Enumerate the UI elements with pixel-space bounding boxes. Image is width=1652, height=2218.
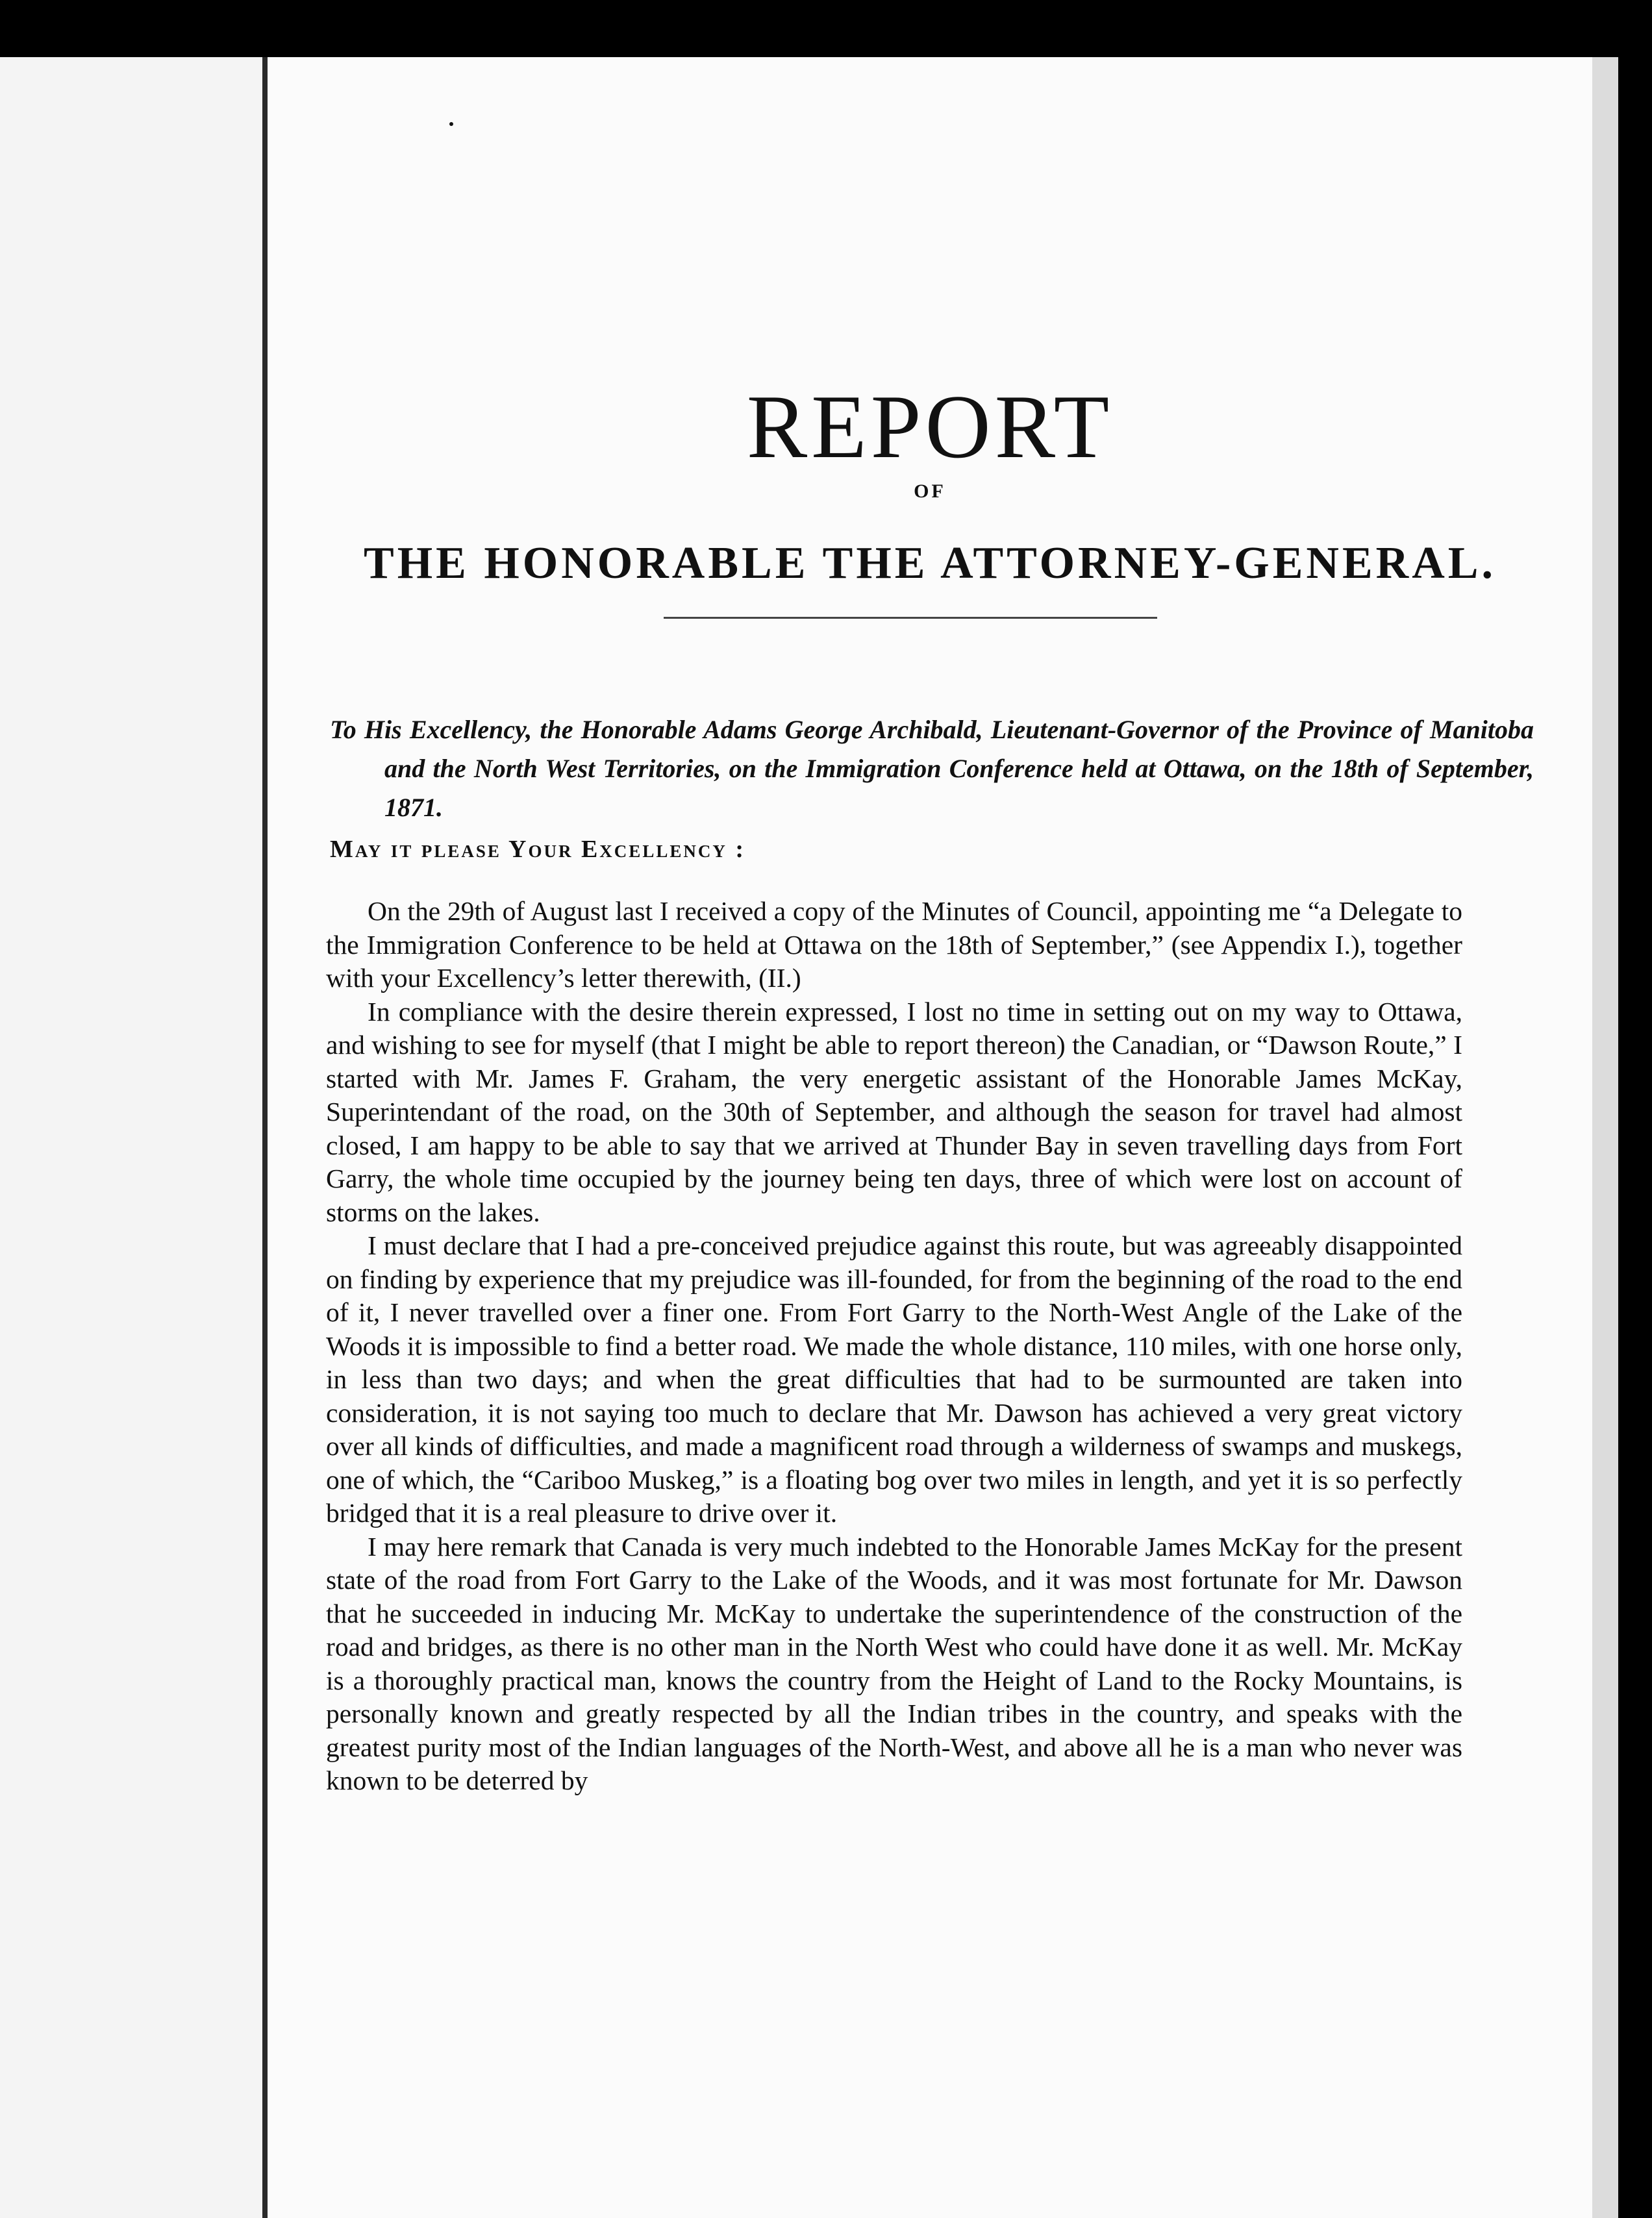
of-label: OF (914, 480, 946, 502)
title-rule (664, 617, 1157, 619)
book-gutter (262, 57, 268, 2218)
facing-page (0, 57, 262, 2218)
page-edge (1592, 57, 1618, 2218)
salutation: May it please Your Excellency : (330, 836, 745, 863)
paragraph: I must declare that I had a pre-conceived prejudice against this route, but was agreeably disappointed on finding by experience that my prejudice was ill-founded, for from the beginning of the road to the end of it, I never travelled over a finer one. From Fort Garry to the North-West Angle of the Lake of the Woods it is impossible to find a better road. We made the whole distance, 110 miles, with one horse only, in less than two days; and when the great difficulties that had to be surmounted are taken into consideration, it is not saying too much to declare that Mr. Dawson has achieved a very great victory over all kinds of difficulties, and made a magnificent road through a wilderness of swamps and muskegs, one of which, the “Cariboo Muskeg,” is a floating bog over two miles in length, and yet it is so perfectly bridged that it is a real pleasure to drive over it. (326, 1230, 1462, 1528)
paragraph: I may here remark that Canada is very much indebted to the Honorable James McKay for the present state of the road from Fort Garry to the Lake of the Woods, and it was most fortunate for Mr. Dawson that he succeeded in inducing Mr. McKay to undertake the superintendence of the construction of the road and bridges, as there is no other man in the North West who could have done it as well. Mr. McKay is a thoroughly practical man, knows the country from the Height of Land to the Rocky Mountains, is personally known and greatly respected by all the Indian tribes in the country, and speaks with the greatest purity most of the Indian languages of the North-West, and above all he is a man who never was known to be deterred by (326, 1531, 1462, 1795)
scan-speck (449, 122, 453, 126)
report-title: REPORT (746, 377, 1114, 477)
paragraph: On the 29th of August last I received a copy of the Minutes of Council, appointing me “a Delegate to the Immigration Conference to be held at Ottawa on the 18th of September,” (see Appendix I.), together with your Excellency’s letter therewith, (II.) (326, 896, 1462, 993)
report-subtitle: THE HONORABLE THE ATTORNEY-GENERAL. (364, 538, 1496, 588)
paragraph: In compliance with the desire therein expressed, I lost no time in setting out on my way to Ottawa, and wishing to see for myself (that I might be able to report thereon) the Canadian, or “Dawson Route,” I started with Mr. James F. Graham, the very energetic assistant of the Honorable James McKay, Superintendant of the road, on the 30th of September, and although the season for travel had almost closed, I am happy to be able to say that we arrived at Thunder Bay in seven travelling days from Fort Garry, the whole time occupied by the journey being ten days, three of which were lost on account of storms on the lakes. (326, 996, 1462, 1227)
body-text (326, 895, 1462, 1798)
address-block: To His Excellency, the Honorable Adams George Archibald, Lieutenant-Governor of the Province of Manitoba and the North West Territories, on the Immigration Conference held at Ottawa, on the 18th of September, 1871. (330, 715, 1534, 822)
document-page (268, 57, 1592, 2218)
